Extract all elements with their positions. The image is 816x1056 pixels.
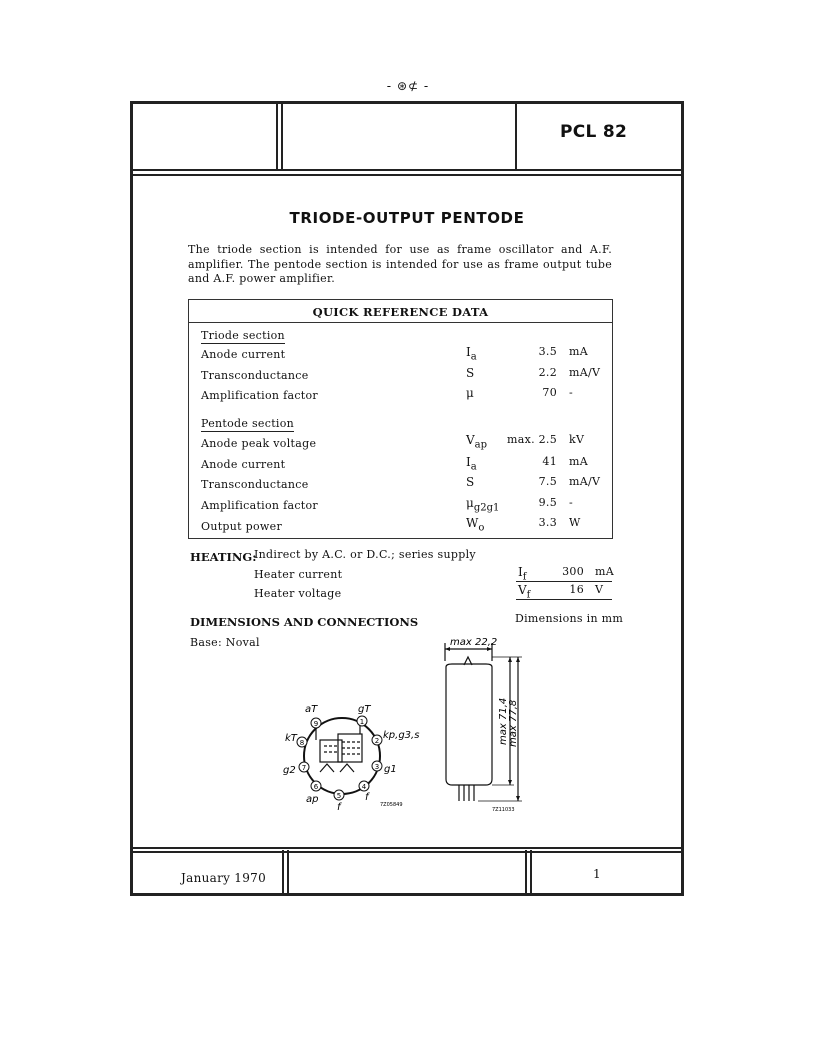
pin-number: 4: [361, 783, 367, 791]
pentode-param: Anode peak voltage: [201, 437, 317, 450]
triode-unit: mA: [569, 345, 588, 358]
pentode-symbol: $V_{ap}$: [466, 433, 488, 451]
footer-col-divider-4: [530, 850, 532, 894]
triode-symbol: μ: [466, 386, 474, 400]
heater-unit: mA: [595, 565, 614, 578]
heater-param: Heater current: [254, 568, 343, 581]
triode-symbol: $I_a$: [466, 345, 477, 363]
pentode-param: Amplification factor: [201, 499, 318, 512]
model-number: PCL 82: [560, 122, 628, 142]
pin-label-aT: aT: [305, 704, 318, 715]
pin-label-g2: g2: [283, 765, 296, 776]
pentode-param: Output power: [201, 520, 283, 533]
pentode-symbol: $\mu_{g2g1}$: [466, 496, 500, 514]
heater-symbol: $I_f$: [518, 565, 527, 583]
header-col-divider-1: [276, 104, 278, 170]
pin-label-f: f: [365, 792, 369, 803]
pentode-param: Transconductance: [201, 478, 309, 491]
pin-label-ap: ap: [306, 794, 319, 805]
footer-col-divider-2: [287, 850, 289, 894]
header-divider-2: [130, 174, 684, 176]
triode-value: 2.2: [538, 366, 557, 379]
pentode-value: 2.5: [538, 433, 557, 446]
heating-description: Indirect by A.C. or D.C.; series supply: [254, 548, 476, 561]
heating-label: HEATING:: [190, 550, 257, 564]
pin-number: 9: [313, 720, 319, 728]
pentode-value: 3.3: [538, 516, 557, 529]
heater-rule: [516, 581, 612, 582]
pin-number: 5: [336, 792, 342, 800]
pin-label-g1: g1: [384, 764, 397, 775]
heater-unit: V: [595, 583, 604, 596]
pentode-prefix: max.: [507, 433, 535, 446]
triode-unit: mA/V: [569, 366, 601, 379]
dimension-max-height-1: max 71,4: [498, 697, 509, 745]
pentode-unit: mA: [569, 455, 588, 468]
pentode-value: 9.5: [538, 496, 557, 509]
triode-unit: -: [569, 386, 574, 399]
triode-value: 70: [542, 386, 557, 399]
triode-param: Transconductance: [201, 369, 309, 382]
pentode-unit: -: [569, 496, 574, 509]
pentode-param: Anode current: [201, 458, 286, 471]
triode-param: Amplification factor: [201, 389, 318, 402]
document-title: TRIODE-OUTPUT PENTODE: [289, 209, 525, 227]
header-col-divider-3: [515, 104, 517, 170]
pin-number: 6: [313, 783, 319, 791]
pentode-symbol: $W_o$: [466, 516, 485, 534]
triode-section-label: Triode section: [201, 329, 285, 342]
pentode-symbol: $I_a$: [466, 455, 477, 473]
footer-divider-1: [130, 847, 684, 849]
pentode-unit: kV: [569, 433, 585, 446]
footer-col-divider-3: [525, 850, 527, 894]
heater-symbol: $V_f$: [518, 583, 531, 601]
pin-number: 8: [299, 739, 305, 747]
top-mark: - ⊛⊄ -: [386, 79, 430, 93]
dimensions-heading: DIMENSIONS AND CONNECTIONS: [190, 615, 419, 629]
dimension-max-width: max 22,2: [450, 637, 498, 648]
header-divider-1: [130, 169, 684, 171]
heater-rule: [516, 599, 612, 600]
footer-divider-2: [130, 851, 684, 853]
pentode-unit: mA/V: [569, 475, 601, 488]
pin-label-gT: gT: [358, 704, 371, 715]
pentode-symbol: S: [466, 475, 475, 489]
quick-reference-heading: QUICK REFERENCE DATA: [312, 305, 489, 319]
pin-label-kp-g3-s: kp,g3,s: [383, 730, 420, 741]
base-type: Base: Noval: [190, 636, 260, 649]
pentode-value: 41: [542, 455, 557, 468]
intro-paragraph: The triode section is intended for use as frame oscillator and A.F. amplifier. The pentode section is intended for use as frame output tube and A.F. power amplifier.: [188, 243, 612, 285]
triode-param: Anode current: [201, 348, 286, 361]
pentode-value: 7.5: [538, 475, 557, 488]
heater-value: 16: [569, 583, 584, 596]
heater-value: 300: [562, 565, 584, 578]
footer-page: 1: [593, 867, 601, 881]
header-col-divider-2: [281, 104, 283, 170]
pentode-section-label: Pentode section: [201, 417, 295, 430]
heater-param: Heater voltage: [254, 587, 342, 600]
footer-col-divider-1: [282, 850, 284, 894]
pentode-unit: W: [569, 516, 581, 529]
base-pinout-diagram: [280, 700, 430, 815]
footer-date: January 1970: [181, 871, 267, 885]
pin-number: 2: [374, 737, 380, 745]
pin-number: 7: [301, 764, 307, 772]
triode-value: 3.5: [538, 345, 557, 358]
pin-number: 3: [374, 763, 380, 771]
pin-label-f: f: [337, 802, 341, 813]
pin-label-kT: kT: [285, 733, 297, 744]
drawing-code: 7Z05849: [380, 802, 403, 808]
quick-reference-rule: [188, 322, 613, 323]
pin-number: 1: [359, 718, 365, 726]
drawing-code: 7Z11033: [492, 807, 515, 813]
triode-symbol: S: [466, 366, 475, 380]
electrode-schematic: [313, 720, 362, 772]
tube-outline-drawing: [440, 633, 530, 813]
dimension-max-height-2: max 77,8: [508, 699, 519, 747]
dimensions-units: Dimensions in mm: [515, 612, 624, 625]
